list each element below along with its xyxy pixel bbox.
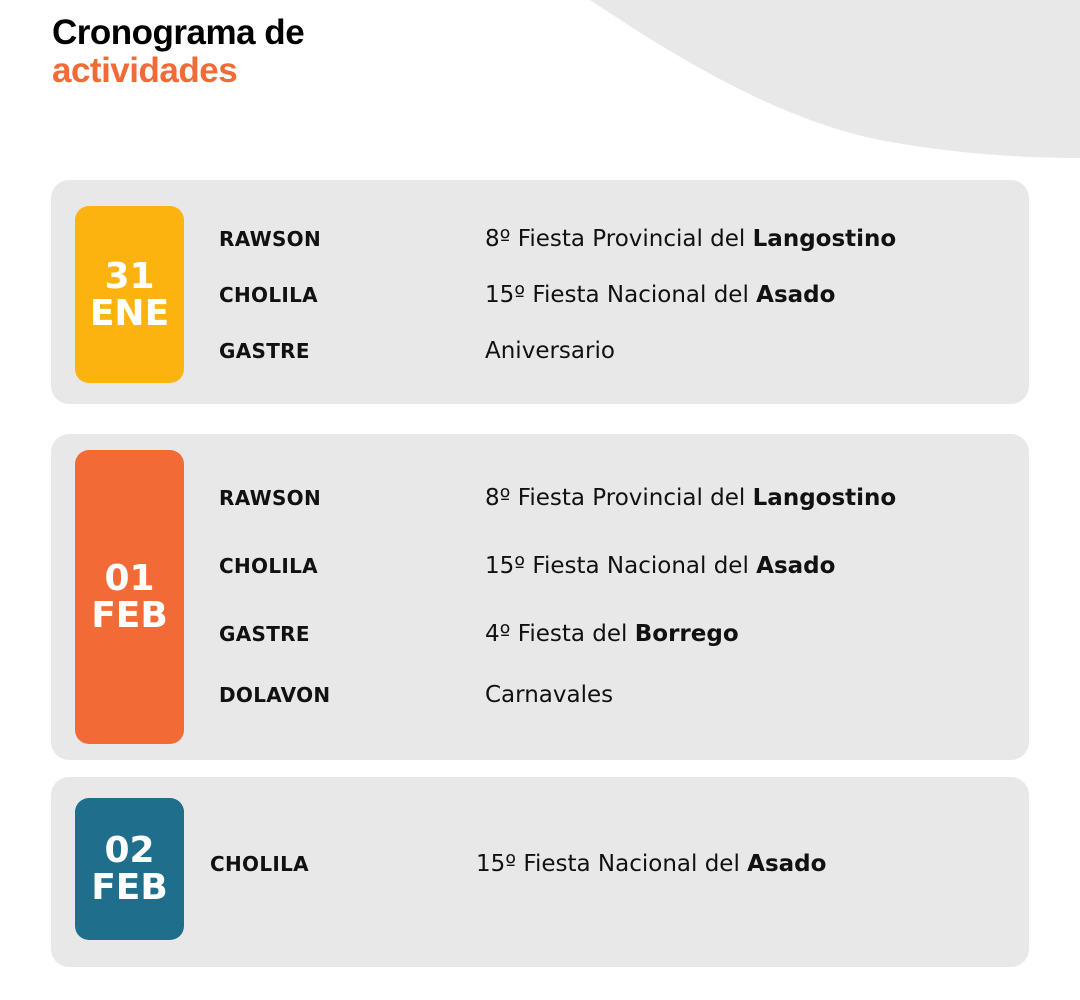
date-day: 02: [104, 830, 155, 871]
event-place: CHOLILA: [219, 554, 318, 578]
event-row: [51, 614, 1029, 654]
event-title: 8º Fiesta Provincial del Langostino: [485, 226, 897, 252]
event-row: [51, 546, 1029, 586]
event-title: 8º Fiesta Provincial del Langostino: [485, 485, 897, 511]
event-title: Carnavales: [485, 682, 614, 708]
event-row: [51, 675, 1029, 715]
event-place: CHOLILA: [219, 283, 318, 307]
event-place: GASTRE: [219, 622, 310, 646]
event-place: CHOLILA: [210, 852, 309, 876]
page-title: [52, 14, 304, 90]
schedule-card-02-feb: [51, 777, 1029, 967]
date-day: 01: [104, 558, 155, 599]
date-month: ENE: [89, 292, 170, 334]
event-title: 15º Fiesta Nacional del Asado: [485, 553, 836, 579]
event-row: [51, 219, 1029, 259]
date-month: FEB: [91, 595, 168, 636]
schedule-card-31-ene: [51, 180, 1029, 404]
event-row: [51, 844, 1029, 884]
event-place: RAWSON: [219, 227, 321, 251]
date-month: FEB: [91, 867, 168, 908]
event-title: 4º Fiesta del Borrego: [485, 621, 739, 647]
event-place: DOLAVON: [219, 683, 331, 707]
event-row: [51, 275, 1029, 315]
event-title: 15º Fiesta Nacional del Asado: [485, 282, 836, 308]
event-row: [51, 331, 1029, 371]
event-place: RAWSON: [219, 486, 321, 510]
event-title: Aniversario: [485, 338, 615, 364]
title-line-1: Cronograma de: [52, 13, 305, 52]
title-line-2: actividades: [52, 51, 238, 90]
schedule-card-01-feb: [51, 434, 1029, 760]
event-title: 15º Fiesta Nacional del Asado: [476, 851, 827, 877]
date-day: 31: [104, 255, 155, 297]
event-row: [51, 478, 1029, 518]
event-place: GASTRE: [219, 339, 310, 363]
